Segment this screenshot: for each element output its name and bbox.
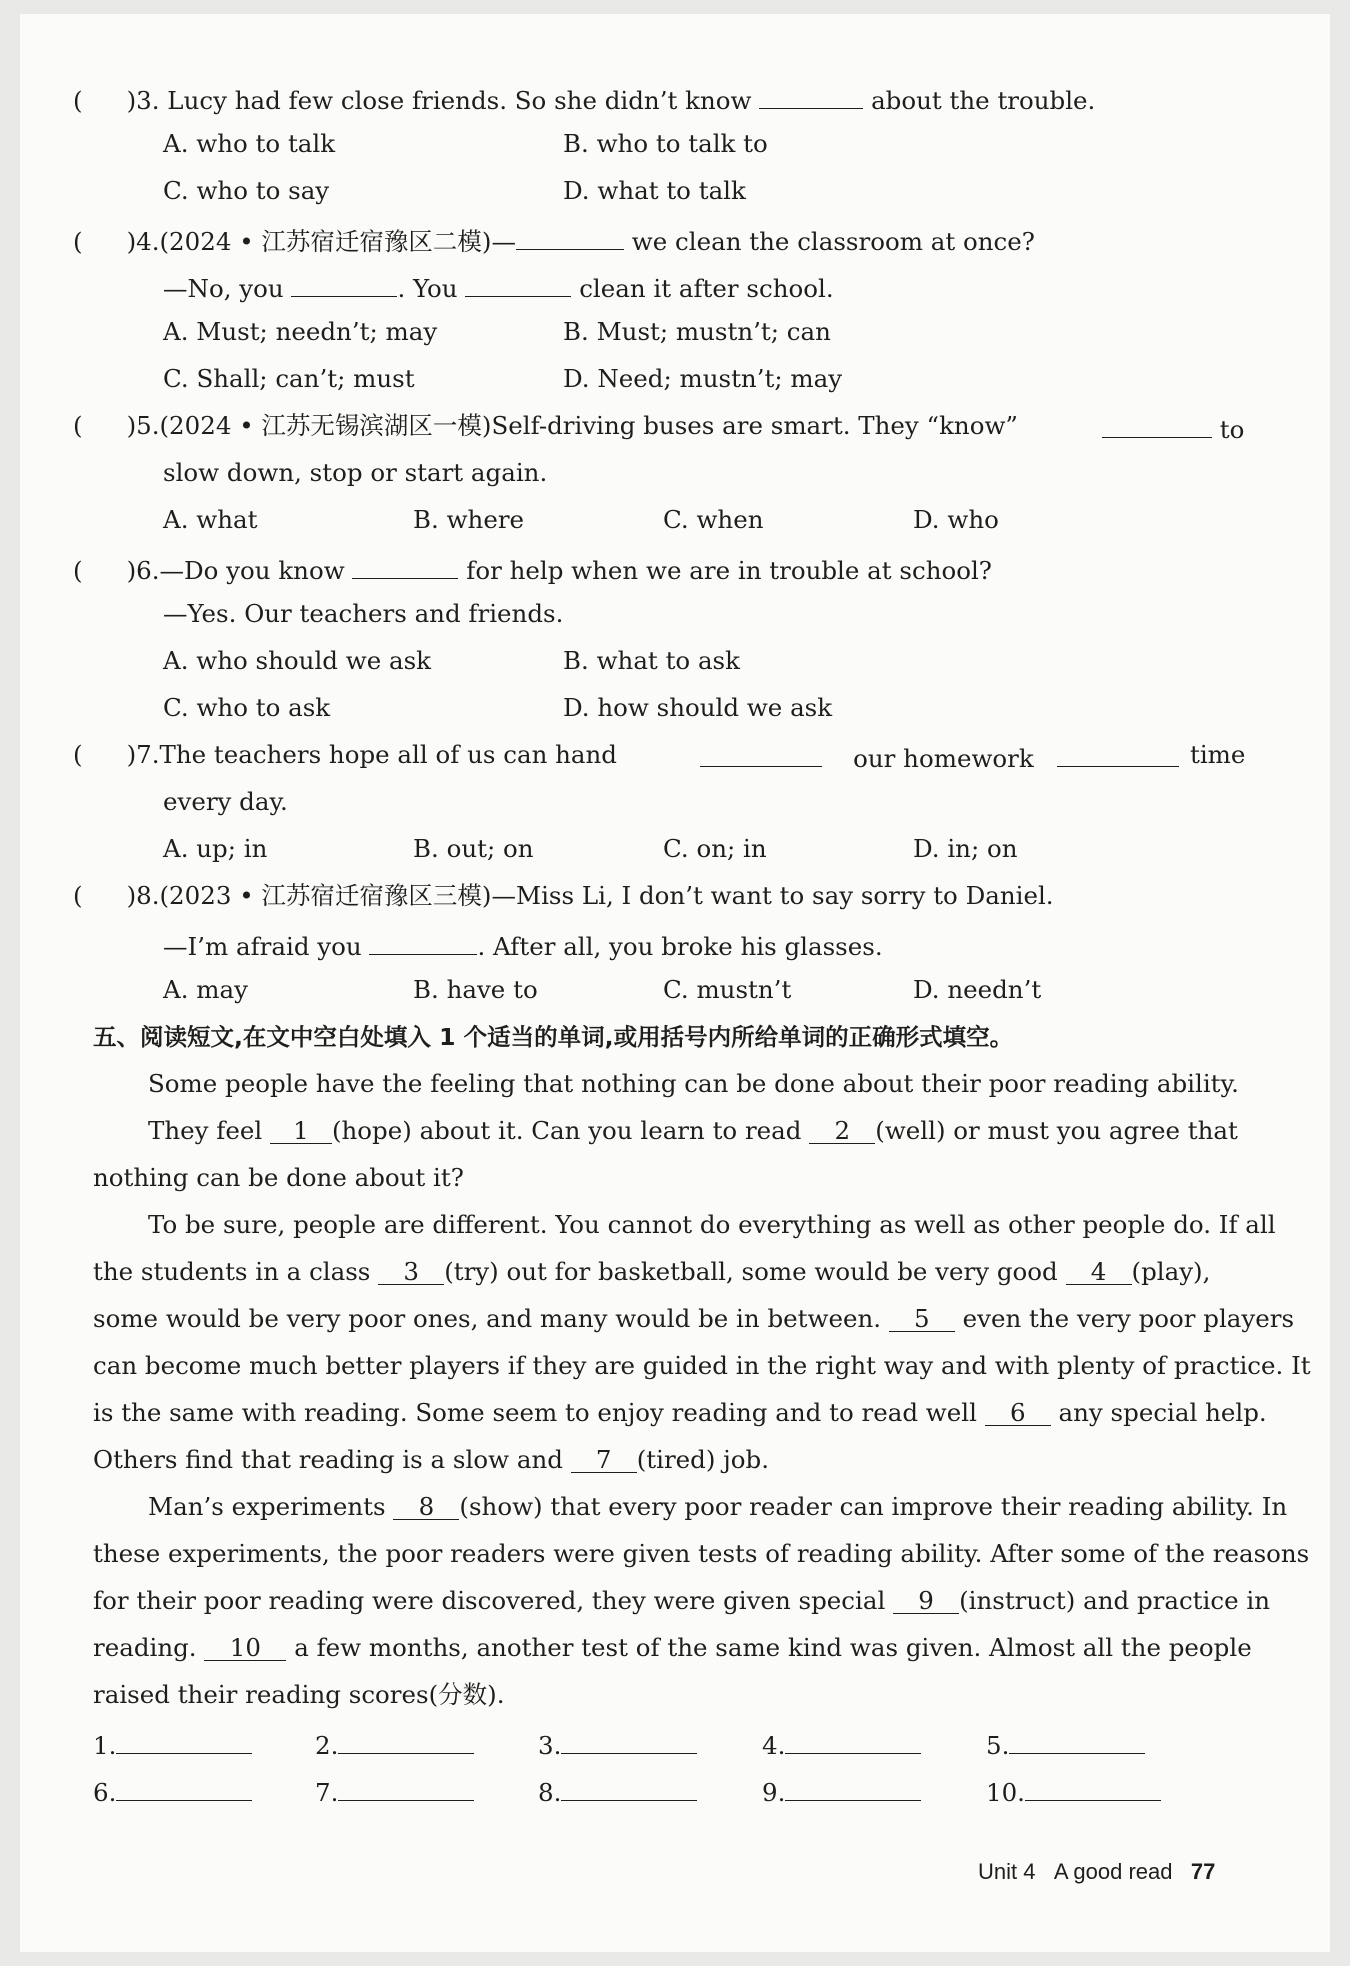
paragraph-2-line1 — [148, 1114, 1238, 1148]
question-text-end: to — [1219, 415, 1245, 444]
answer-8 — [538, 1772, 697, 1810]
paragraph-1: Some people have the feeling that nothing can be done about their poor reading ability. — [148, 1069, 1239, 1098]
answer-label: 8. — [538, 1778, 562, 1807]
paragraph-3-line3 — [93, 1302, 1294, 1336]
text: a few months, another test of the same kind was given. Almost all the people — [294, 1633, 1252, 1662]
text: (well) or must you agree that — [875, 1116, 1238, 1145]
answer-line[interactable] — [785, 1725, 921, 1754]
option-d: D. what to talk — [563, 176, 746, 205]
answer-line[interactable] — [561, 1772, 697, 1801]
text: (show) that every poor reader can improve their reading ability. In — [459, 1492, 1288, 1521]
option-a: A. what — [163, 505, 258, 534]
answer-3 — [538, 1725, 697, 1763]
answer-line[interactable] — [785, 1772, 921, 1801]
paragraph-2-line2: nothing can be done about it? — [93, 1163, 464, 1192]
answer-4 — [762, 1725, 921, 1763]
paragraph-4-line5: raised their reading scores(分数). — [93, 1680, 505, 1709]
question-4-line2 — [163, 268, 834, 306]
question-text-end: time — [1190, 740, 1246, 769]
option-a: A. who should we ask — [163, 646, 432, 675]
paragraph-3-line1: To be sure, people are different. You cannot do everything as well as other people do. If all — [148, 1210, 1276, 1239]
answer-label: 5. — [986, 1731, 1010, 1760]
option-c: C. mustn’t — [663, 975, 792, 1004]
blank-6[interactable]: 6 — [985, 1397, 1051, 1426]
section-heading: 五、阅读短文,在文中空白处填入 1 个适当的单词,或用括号内所给单词的正确形式填空。 — [93, 1023, 1014, 1051]
paragraph-4-line4 — [93, 1631, 1252, 1665]
answer-paren: ( — [73, 881, 83, 910]
option-b: B. where — [413, 505, 525, 534]
blank[interactable] — [465, 268, 571, 297]
question-7-line2: every day. — [163, 787, 288, 816]
paragraph-3-line6 — [93, 1443, 769, 1477]
question-text-end: about the trouble. — [871, 86, 1096, 115]
answer-10 — [986, 1772, 1161, 1810]
option-b: B. out; on — [413, 834, 534, 863]
answer-label: 4. — [762, 1731, 786, 1760]
blank-2[interactable]: 2 — [809, 1115, 875, 1144]
question-text: our homework — [853, 744, 1034, 773]
option-d: D. how should we ask — [563, 693, 833, 722]
answer-label: 2. — [315, 1731, 339, 1760]
question-number: )4. — [126, 227, 160, 256]
text: for their poor reading were discovered, they were given special — [93, 1586, 886, 1615]
answer-label: 1. — [93, 1731, 117, 1760]
answer-label: 7. — [315, 1778, 339, 1807]
answer-paren: ( — [73, 411, 83, 440]
answer-paren: ( — [73, 227, 83, 256]
text: . After all, you broke his glasses. — [477, 932, 883, 961]
option-c: C. Shall; can’t; must — [163, 364, 415, 393]
option-a: A. Must; needn’t; may — [163, 317, 438, 346]
blank[interactable] — [759, 80, 863, 109]
question-text: The teachers hope all of us can hand — [159, 740, 617, 769]
blank[interactable] — [369, 926, 477, 955]
answer-line[interactable] — [116, 1725, 252, 1754]
text: reading. — [93, 1633, 197, 1662]
text: even the very poor players — [962, 1304, 1295, 1333]
answer-line[interactable] — [561, 1725, 697, 1754]
answer-line[interactable] — [338, 1725, 474, 1754]
blank-5[interactable]: 5 — [889, 1303, 955, 1332]
question-number: )3. — [126, 86, 160, 115]
text: —No, you — [163, 274, 284, 303]
text: (try) out for basketball, some would be very good — [444, 1257, 1058, 1286]
question-text: we clean the classroom at once? — [631, 227, 1035, 256]
paragraph-4-line1 — [148, 1490, 1287, 1524]
paragraph-4-line2: these experiments, the poor readers were given tests of reading ability. After some of the reasons — [93, 1539, 1310, 1568]
text: is the same with reading. Some seem to enjoy reading and to read well — [93, 1398, 977, 1427]
question-7 — [73, 738, 617, 772]
option-d: D. needn’t — [913, 975, 1042, 1004]
answer-label: 9. — [762, 1778, 786, 1807]
question-6-line2: —Yes. Our teachers and friends. — [163, 599, 564, 628]
question-6 — [73, 550, 992, 588]
answer-paren: ( — [73, 556, 83, 585]
text: (hope) about it. Can you learn to read — [331, 1116, 802, 1145]
blank-3[interactable]: 3 — [378, 1256, 444, 1285]
option-c: C. when — [663, 505, 764, 534]
text: Man’s experiments — [148, 1492, 386, 1521]
text: Others find that reading is a slow and — [93, 1445, 563, 1474]
answer-label: 3. — [538, 1731, 562, 1760]
answer-line[interactable] — [116, 1772, 252, 1801]
option-b: B. have to — [413, 975, 538, 1004]
dash: — — [491, 227, 516, 256]
text: They feel — [148, 1116, 263, 1145]
question-source: (2024 • 江苏宿迁宿豫区二模) — [159, 227, 492, 256]
text: clean it after school. — [579, 274, 834, 303]
text: some would be very poor ones, and many would be in between. — [93, 1304, 882, 1333]
answer-line[interactable] — [338, 1772, 474, 1801]
question-text: —Miss Li, I don’t want to say sorry to Daniel. — [491, 881, 1054, 910]
option-c: C. who to ask — [163, 693, 331, 722]
question-text-end: for help when we are in trouble at school? — [466, 556, 992, 585]
question-8-line2 — [163, 926, 883, 964]
blank-9[interactable]: 9 — [893, 1585, 959, 1614]
answer-2 — [315, 1725, 474, 1763]
question-7-blanks — [700, 738, 1179, 776]
text: —I’m afraid you — [163, 932, 362, 961]
answer-line[interactable] — [1025, 1772, 1161, 1801]
answer-5 — [986, 1725, 1145, 1763]
paragraph-4-line3 — [93, 1584, 1270, 1618]
question-source: (2023 • 江苏宿迁宿豫区三模) — [159, 881, 492, 910]
answer-1 — [93, 1725, 252, 1763]
blank[interactable] — [700, 738, 822, 767]
blank[interactable] — [352, 550, 458, 579]
question-text: Lucy had few close friends. So she didn’t know — [167, 86, 752, 115]
footer-title: A good read — [1053, 1859, 1173, 1884]
text: (instruct) and practice in — [959, 1586, 1270, 1615]
question-text: Self-driving buses are smart. They “know” — [491, 411, 1018, 440]
answer-paren: ( — [73, 86, 83, 115]
text: the students in a class — [93, 1257, 371, 1286]
question-number: )6. — [126, 556, 160, 585]
text: (tired) job. — [636, 1445, 770, 1474]
blank-1[interactable]: 1 — [270, 1115, 332, 1144]
option-c: C. who to say — [163, 176, 330, 205]
question-number: )8. — [126, 881, 160, 910]
footer-unit: Unit 4 — [978, 1859, 1036, 1884]
option-b: B. what to ask — [563, 646, 740, 675]
question-5-blank — [1102, 409, 1244, 447]
text: (play), — [1131, 1257, 1211, 1286]
blank[interactable] — [1057, 738, 1179, 767]
answer-6 — [93, 1772, 252, 1810]
question-3 — [73, 80, 1095, 118]
option-b: B. Must; mustn’t; can — [563, 317, 831, 346]
option-d: D. who — [913, 505, 999, 534]
paragraph-3-line4: can become much better players if they are guided in the right way and with plenty of practice. It — [93, 1351, 1311, 1380]
option-c: C. on; in — [663, 834, 767, 863]
question-5-line2: slow down, stop or start again. — [163, 458, 548, 487]
option-a: A. may — [163, 975, 248, 1004]
paragraph-3-line5 — [93, 1396, 1267, 1430]
page-footer — [978, 1859, 1215, 1885]
question-text: —Do you know — [159, 556, 345, 585]
blank-7[interactable]: 7 — [571, 1444, 637, 1473]
option-a: A. up; in — [163, 834, 268, 863]
blank-10[interactable]: 10 — [204, 1632, 286, 1661]
option-d: D. in; on — [913, 834, 1018, 863]
question-number: )5. — [126, 411, 160, 440]
question-8 — [73, 879, 1054, 913]
answer-9 — [762, 1772, 921, 1810]
blank-8[interactable]: 8 — [393, 1491, 459, 1520]
answer-label: 10. — [986, 1778, 1025, 1807]
page — [20, 14, 1330, 1952]
page-number: 77 — [1190, 1859, 1216, 1884]
answer-line[interactable] — [1009, 1725, 1145, 1754]
paragraph-3-line2 — [93, 1255, 1210, 1289]
text: any special help. — [1058, 1398, 1267, 1427]
blank[interactable] — [291, 268, 397, 297]
question-source: (2024 • 江苏无锡滨湖区一模) — [159, 411, 492, 440]
answer-7 — [315, 1772, 474, 1810]
option-a: A. who to talk — [163, 129, 336, 158]
question-5 — [73, 409, 1018, 443]
option-b: B. who to talk to — [563, 129, 768, 158]
answer-label: 6. — [93, 1778, 117, 1807]
text: . You — [397, 274, 458, 303]
answer-paren: ( — [73, 740, 83, 769]
question-number: )7. — [126, 740, 160, 769]
blank-4[interactable]: 4 — [1066, 1256, 1132, 1285]
option-d: D. Need; mustn’t; may — [563, 364, 843, 393]
question-4 — [73, 221, 1035, 259]
blank[interactable] — [516, 221, 624, 250]
blank[interactable] — [1102, 409, 1212, 438]
